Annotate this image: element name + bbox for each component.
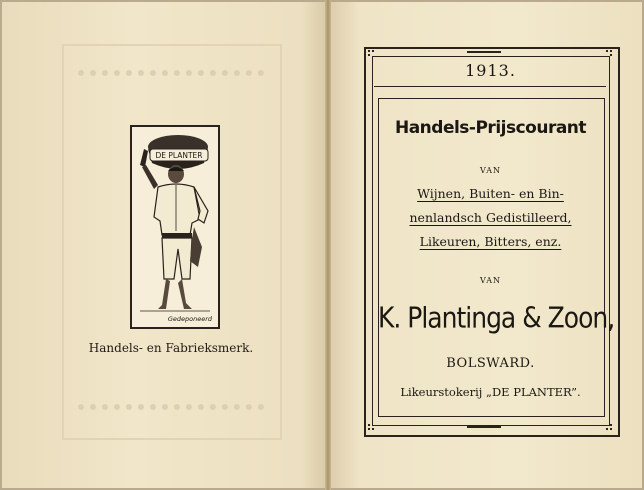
ornament-dash — [467, 51, 501, 53]
product-line: Likeuren, Bitters, enz. — [419, 234, 562, 249]
product-line: nenlandsch Gedistilleerd, — [409, 210, 572, 225]
product-line: Wijnen, Buiten- en Bin- — [417, 186, 564, 201]
planter-figure-illustration — [132, 127, 218, 327]
show-through-ornament — [78, 404, 264, 410]
corner-ornament — [606, 50, 613, 57]
trademark-signature: Gedeponeerd — [167, 315, 212, 323]
year-divider — [374, 86, 606, 87]
connector-van: VAN — [479, 276, 501, 285]
corner-ornament — [368, 50, 375, 57]
corner-ornament — [606, 424, 613, 431]
trademark-logo — [130, 125, 220, 329]
city: BOLSWARD. — [446, 356, 535, 371]
ornament-dash — [467, 426, 501, 428]
distillery-name: Likeurstokerij „DE PLANTER”. — [400, 385, 581, 399]
basket-label: DE PLANTER — [155, 151, 203, 160]
logo-caption: Handels- en Fabrieksmerk. — [88, 341, 254, 355]
book-gutter — [325, 0, 331, 490]
show-through-ornament — [78, 70, 264, 76]
year: 1913. — [465, 61, 516, 80]
connector-van: VAN — [479, 166, 501, 175]
firm-name: K. Plantinga & Zoon, — [378, 300, 615, 335]
corner-ornament — [368, 424, 375, 431]
page-title: Handels-Prijscourant — [394, 118, 587, 138]
